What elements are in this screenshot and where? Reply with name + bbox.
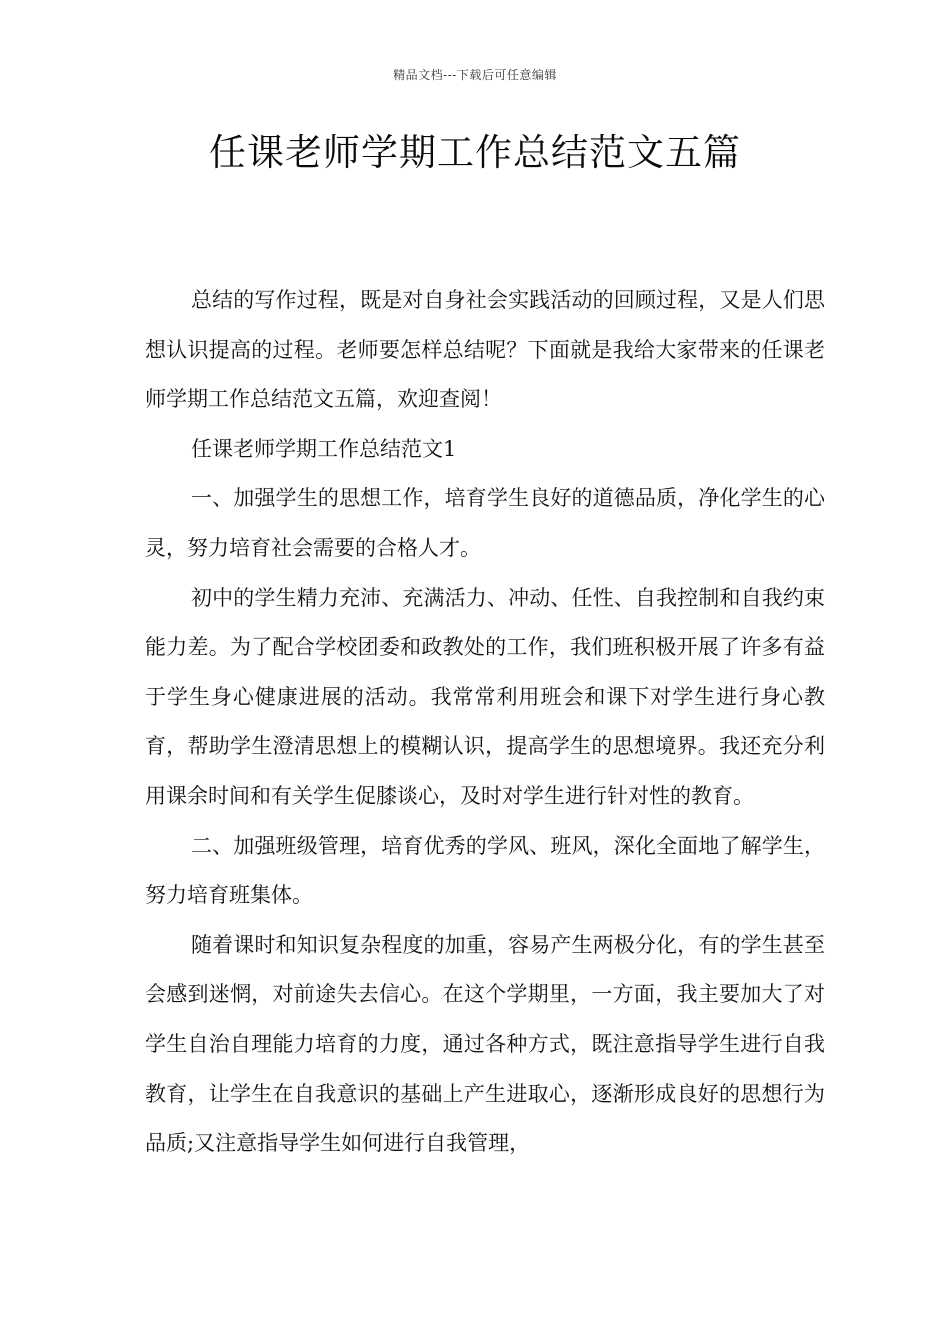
paragraph: 初中的学生精力充沛、充满活力、冲动、任性、自我控制和自我约束能力差。为了配合学校团委和政教处的工作，我们班积极开展了许多有益于学生身心健康进展的活动。我常常利用班会和课下对学生进行身心教育，帮助学生澄清思想上的模糊认识，提高学生的思想境界。我还充分利用课余时间和有关学生促膝谈心，及时对学生进行针对性的教育。 [145,585,825,808]
section-heading: 任课老师学期工作总结范文1 [191,436,457,461]
page-title: 任课老师学期工作总结范文五篇 [209,131,741,174]
paragraph: 二、加强班级管理，培育优秀的学风、班风，深化全面地了解学生，努力培育班集体。 [145,833,825,908]
header-note: 精品文档---下载后可任意编辑 [393,68,557,82]
paragraph: 随着课时和知识复杂程度的加重，容易产生两极分化，有的学生甚至会感到迷惘，对前途失去信心。在这个学期里，一方面，我主要加大了对学生自治自理能力培育的力度，通过各种方式，既注意指导学生进行自我教育，让学生在自我意识的基础上产生进取心，逐渐形成良好的思想行为品质;又注意指导学生如何进行自我管理， [145,932,825,1156]
document-body [145,276,825,1169]
paragraph: 一、加强学生的思想工作，培育学生良好的道德品质，净化学生的心灵，努力培育社会需要的合格人才。 [145,486,825,560]
paragraph-intro: 总结的写作过程，既是对自身社会实践活动的回顾过程，又是人们思想认识提高的过程。老师要怎样总结呢？下面就是我给大家带来的任课老师学期工作总结范文五篇，欢迎查阅！ [145,288,825,412]
